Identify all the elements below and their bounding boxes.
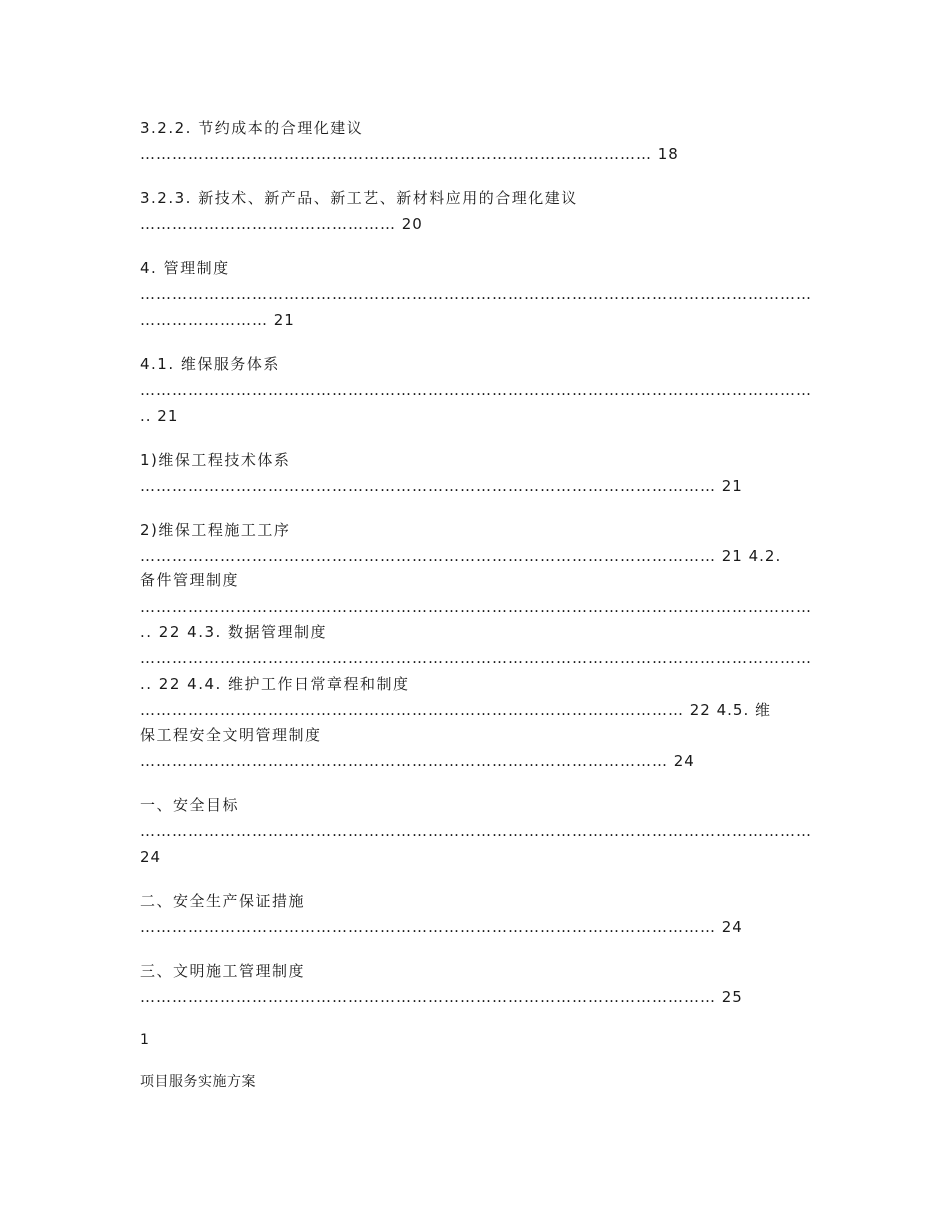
toc-entry-3-2-2-leader: …………………………………………………………………………………… 18: [140, 145, 679, 163]
toc-entry-4-leader-1: ………………………………………………………………………………………………………………: [140, 285, 812, 303]
toc-entry-safety-goal-leader-1: ………………………………………………………………………………………………………………: [140, 822, 812, 840]
toc-entry-3-2-3-title: 3.2.3. 新技术、新产品、新工艺、新材料应用的合理化建议: [140, 189, 578, 207]
toc-entry-safety-measures-title: 二、安全生产保证措施: [140, 892, 306, 910]
toc-entry-4-4-title: .. 22 4.4. 维护工作日常章程和制度: [140, 675, 410, 693]
toc-entry-3-2-3-leader: ………………………………………… 20: [140, 215, 423, 233]
toc-entry-civilized-construction-leader: ……………………………………………………………………………………………… 25: [140, 988, 743, 1006]
toc-entry-1-leader: ……………………………………………………………………………………………… 21: [140, 477, 743, 495]
toc-entry-4-2-leader: ………………………………………………………………………………………………………………: [140, 598, 812, 616]
page-number: 1: [140, 1032, 149, 1048]
toc-entry-4-5-title: 保工程安全文明管理制度: [140, 726, 322, 744]
toc-entry-4-leader-2: …………………… 21: [140, 311, 295, 329]
toc-entry-4-5-leader: ……………………………………………………………………………………… 24: [140, 752, 695, 770]
toc-entry-4-1-leader-2: .. 21: [140, 407, 179, 425]
toc-entry-4-4-leader: ………………………………………………………………………………………… 22 4.5. 维: [140, 701, 772, 719]
toc-entry-safety-goal-title: 一、安全目标: [140, 796, 240, 814]
toc-entry-civilized-construction-title: 三、文明施工管理制度: [140, 962, 306, 980]
toc-entry-4-3-title: .. 22 4.3. 数据管理制度: [140, 623, 328, 641]
toc-entry-safety-measures-leader: ……………………………………………………………………………………………… 24: [140, 918, 743, 936]
toc-entry-4-1-title: 4.1. 维保服务体系: [140, 355, 280, 373]
toc-entry-4-title: 4. 管理制度: [140, 259, 230, 277]
toc-entry-4-1-leader-1: ………………………………………………………………………………………………………………: [140, 381, 812, 399]
toc-entry-1-title: 1)维保工程技术体系: [140, 451, 291, 469]
document-title: 项目服务实施方案: [140, 1074, 256, 1090]
toc-entry-safety-goal-leader-2: 24: [140, 848, 162, 866]
toc-entry-4-2-title: 备件管理制度: [140, 571, 240, 589]
toc-entry-4-3-leader: ………………………………………………………………………………………………………………: [140, 649, 812, 667]
toc-entry-2-title: 2)维保工程施工工序: [140, 521, 291, 539]
toc-entry-2-leader: ……………………………………………………………………………………………… 21 4.2.: [140, 547, 782, 565]
toc-entry-3-2-2-title: 3.2.2. 节约成本的合理化建议: [140, 119, 364, 137]
